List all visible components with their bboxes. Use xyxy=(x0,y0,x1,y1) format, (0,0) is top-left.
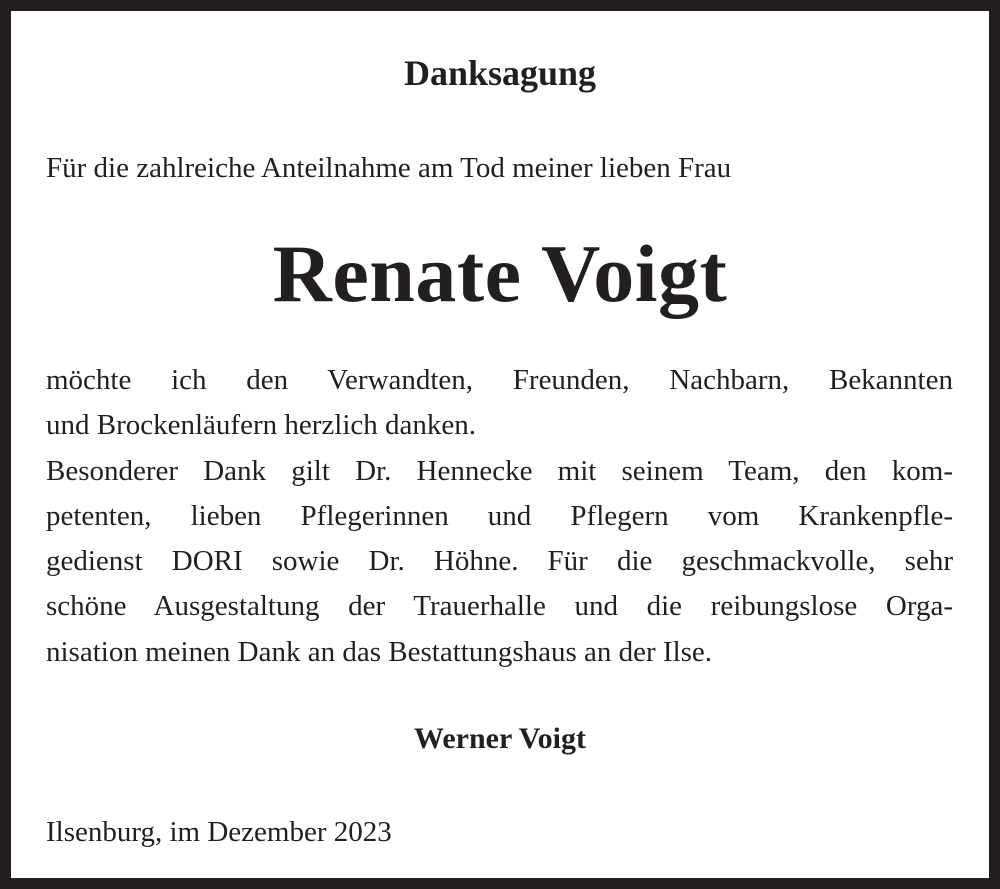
body-line: möchte ich den Verwandten, Freunden, Nachbarn, Bekannten xyxy=(46,364,953,396)
body-line: gedienst DORI sowie Dr. Höhne. Für die geschmackvolle, sehr xyxy=(46,545,953,578)
place-and-date: Ilsenburg, im Dezember 2023 xyxy=(46,816,392,848)
body-line: petenten, lieben Pflegerinnen und Pflegern vom Krankenpfle- xyxy=(46,499,953,532)
body-line: Besonderer Dank gilt Dr. Hennecke mit seinem Team, den kom- xyxy=(46,454,953,487)
body-paragraph xyxy=(46,358,953,675)
body-line: und Brockenläufern herzlich danken. xyxy=(46,409,476,442)
body-line: schöne Ausgestaltung der Trauerhalle und die reibungslose Orga- xyxy=(46,590,953,623)
intro-text: Für die zahlreiche Anteilnahme am Tod meiner lieben Frau xyxy=(46,152,732,184)
signature-name: Werner Voigt xyxy=(414,722,586,755)
deceased-name: Renate Voigt xyxy=(272,228,728,319)
notice-heading: Danksagung xyxy=(403,53,597,93)
body-line: nisation meinen Dank an das Bestattungshaus an der Ilse. xyxy=(46,635,713,668)
